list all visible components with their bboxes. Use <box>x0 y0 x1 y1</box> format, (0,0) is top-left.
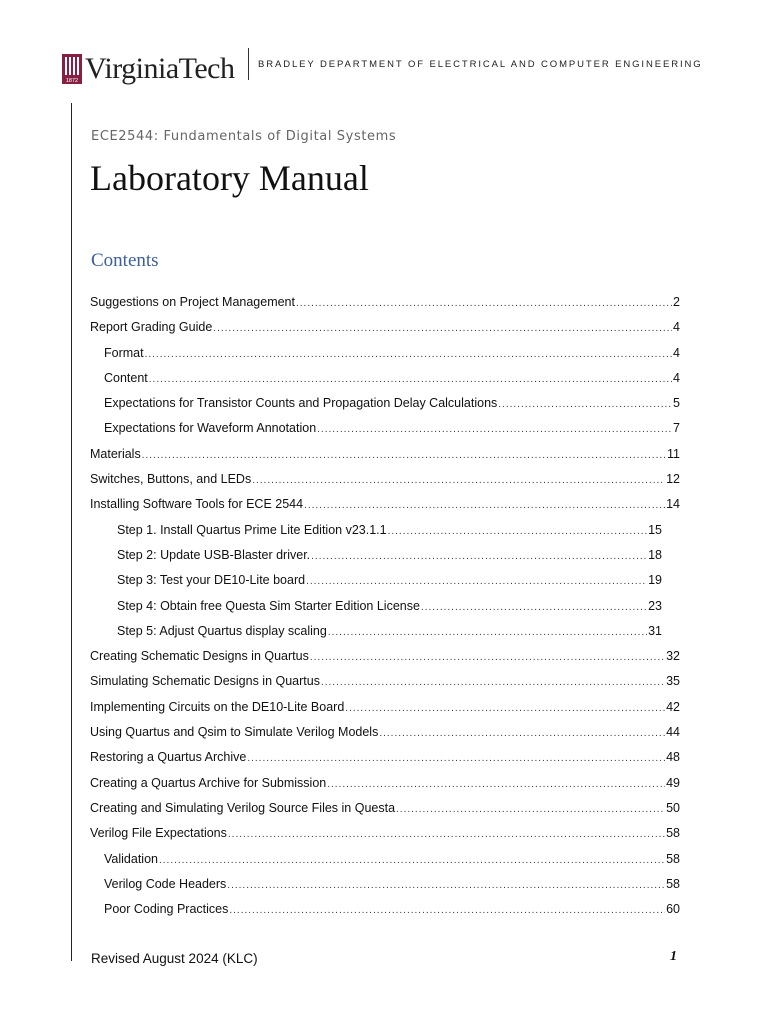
shield-year: 1872 <box>65 78 79 84</box>
toc-entry[interactable] <box>90 821 680 846</box>
toc-entry-page: 31 <box>648 623 662 638</box>
toc-dot-leader <box>149 367 672 392</box>
toc-entry-label: Validation <box>104 851 158 866</box>
toc-entry[interactable] <box>90 442 680 467</box>
toc-dot-leader <box>396 797 665 822</box>
toc-entry-page: 4 <box>673 320 680 335</box>
toc-dot-leader <box>321 670 665 695</box>
toc-entry-page: 48 <box>666 750 680 765</box>
toc-dot-leader <box>311 544 647 569</box>
toc-entry[interactable] <box>90 315 680 340</box>
toc-entry-label: Step 3: Test your DE10-Lite board <box>117 573 306 588</box>
toc-dot-leader <box>310 645 665 670</box>
department-name: BRADLEY DEPARTMENT OF ELECTRICAL AND COMPUTER ENGINEERING <box>258 59 703 70</box>
toc-entry-page: 4 <box>673 370 680 385</box>
toc-entry-label: Content <box>104 370 148 385</box>
toc-dot-leader <box>142 443 666 468</box>
toc-entry-label: Poor Coding Practices <box>104 902 229 917</box>
toc-entry-label: Restoring a Quartus Archive <box>90 750 247 765</box>
toc-entry-page: 58 <box>666 851 680 866</box>
toc-entry-page: 15 <box>648 522 662 537</box>
toc-entry[interactable] <box>90 796 680 821</box>
toc-entry[interactable] <box>90 897 680 922</box>
contents-heading: Contents <box>91 250 159 271</box>
toc-entry[interactable] <box>90 341 680 366</box>
left-margin-rule <box>71 103 72 961</box>
toc-entry-label: Verilog Code Headers <box>104 876 227 891</box>
toc-entry-page: 2 <box>673 295 680 309</box>
toc-entry-label: Creating a Quartus Archive for Submission <box>90 775 327 790</box>
toc-entry-label: Implementing Circuits on the DE10-Lite Board <box>90 699 345 714</box>
toc-entry-page: 5 <box>673 396 680 411</box>
toc-dot-leader <box>304 493 665 518</box>
header-divider <box>248 48 249 80</box>
toc-dot-leader <box>145 342 672 367</box>
toc-dot-leader <box>317 417 672 442</box>
toc-entry[interactable] <box>90 391 680 416</box>
toc-entry-page: 58 <box>666 826 680 841</box>
toc-entry[interactable] <box>90 594 680 619</box>
toc-entry-label: Installing Software Tools for ECE 2544 <box>90 497 304 512</box>
toc-entry-page: 35 <box>666 674 680 689</box>
toc-entry[interactable] <box>90 771 680 796</box>
toc-entry[interactable] <box>90 872 680 897</box>
toc-entry[interactable] <box>90 492 680 517</box>
toc-entry-label: Step 5: Adjust Quartus display scaling <box>117 623 327 638</box>
toc-entry-label: Using Quartus and Qsim to Simulate Verilog Models <box>90 725 379 740</box>
toc-entry[interactable] <box>90 644 680 669</box>
toc-entry[interactable] <box>90 695 680 720</box>
toc-dot-leader <box>328 620 647 645</box>
toc-entry[interactable] <box>90 518 680 543</box>
toc-entry-page: 32 <box>666 649 680 664</box>
toc-entry[interactable] <box>90 619 680 644</box>
toc-dot-leader <box>388 519 648 544</box>
table-of-contents <box>90 290 680 922</box>
document-title: Laboratory Manual <box>90 158 369 198</box>
toc-dot-leader <box>227 873 665 898</box>
toc-entry-label: Step 1. Install Quartus Prime Lite Edition v23.1.1 <box>117 522 387 537</box>
virginia-tech-logo <box>62 50 235 84</box>
toc-entry-label: Expectations for Waveform Annotation <box>104 421 317 436</box>
toc-entry-page: 14 <box>666 497 680 512</box>
toc-entry-page: 60 <box>666 902 680 917</box>
toc-entry-label: Verilog File Expectations <box>90 826 227 841</box>
toc-entry-label: Step 2: Update USB-Blaster driver. <box>117 547 311 562</box>
toc-entry-page: 4 <box>673 345 680 360</box>
toc-dot-leader <box>247 746 665 771</box>
toc-entry-label: Format <box>104 345 144 360</box>
toc-dot-leader <box>306 569 647 594</box>
toc-dot-leader <box>498 392 672 417</box>
toc-entry-label: Materials <box>90 446 141 461</box>
toc-dot-leader <box>379 721 665 746</box>
course-title: ECE2544: Fundamentals of Digital Systems <box>91 129 397 144</box>
toc-dot-leader <box>421 595 647 620</box>
university-shield-icon <box>62 54 82 84</box>
logo-wordmark: VirginiaTech <box>85 52 235 85</box>
toc-dot-leader <box>296 291 672 316</box>
toc-entry-page: 23 <box>648 598 662 613</box>
toc-entry[interactable] <box>90 847 680 872</box>
toc-entry-label: Step 4: Obtain free Questa Sim Starter Edition License <box>117 598 420 613</box>
toc-entry-label: Expectations for Transistor Counts and Propagation Delay Calculations <box>104 396 498 411</box>
toc-entry[interactable] <box>90 745 680 770</box>
toc-entry-label: Switches, Buttons, and LEDs <box>90 472 252 487</box>
toc-entry-page: 42 <box>666 699 680 714</box>
toc-entry-page: 18 <box>648 547 662 562</box>
toc-dot-leader <box>228 822 665 847</box>
toc-entry-label: Creating and Simulating Verilog Source Files in Questa <box>90 800 396 815</box>
toc-entry[interactable] <box>90 416 680 441</box>
toc-entry-page: 44 <box>666 725 680 740</box>
toc-entry[interactable] <box>90 720 680 745</box>
toc-dot-leader <box>159 848 665 873</box>
toc-entry[interactable] <box>90 366 680 391</box>
page-number: 1 <box>670 949 677 964</box>
toc-entry[interactable] <box>90 543 680 568</box>
toc-entry-label: Report Grading Guide <box>90 320 213 335</box>
toc-entry-page: 12 <box>666 472 680 487</box>
toc-entry[interactable] <box>90 467 680 492</box>
toc-entry-label: Creating Schematic Designs in Quartus <box>90 649 309 664</box>
toc-dot-leader <box>327 772 665 797</box>
toc-entry-label: Suggestions on Project Management <box>90 295 295 309</box>
toc-dot-leader <box>213 316 672 341</box>
toc-entry-page: 58 <box>666 876 680 891</box>
toc-entry-page: 50 <box>666 800 680 815</box>
toc-entry-page: 7 <box>673 421 680 436</box>
toc-entry-page: 19 <box>648 573 662 588</box>
toc-entry-page: 11 <box>667 446 680 461</box>
toc-entry[interactable] <box>90 568 680 593</box>
toc-dot-leader <box>345 696 665 721</box>
toc-dot-leader <box>229 898 665 923</box>
revision-note: Revised August 2024 (KLC) <box>91 951 258 966</box>
toc-entry[interactable] <box>90 290 680 315</box>
toc-entry[interactable] <box>90 669 680 694</box>
toc-dot-leader <box>252 468 665 493</box>
toc-entry-label: Simulating Schematic Designs in Quartus <box>90 674 320 689</box>
toc-entry-page: 49 <box>666 775 680 790</box>
